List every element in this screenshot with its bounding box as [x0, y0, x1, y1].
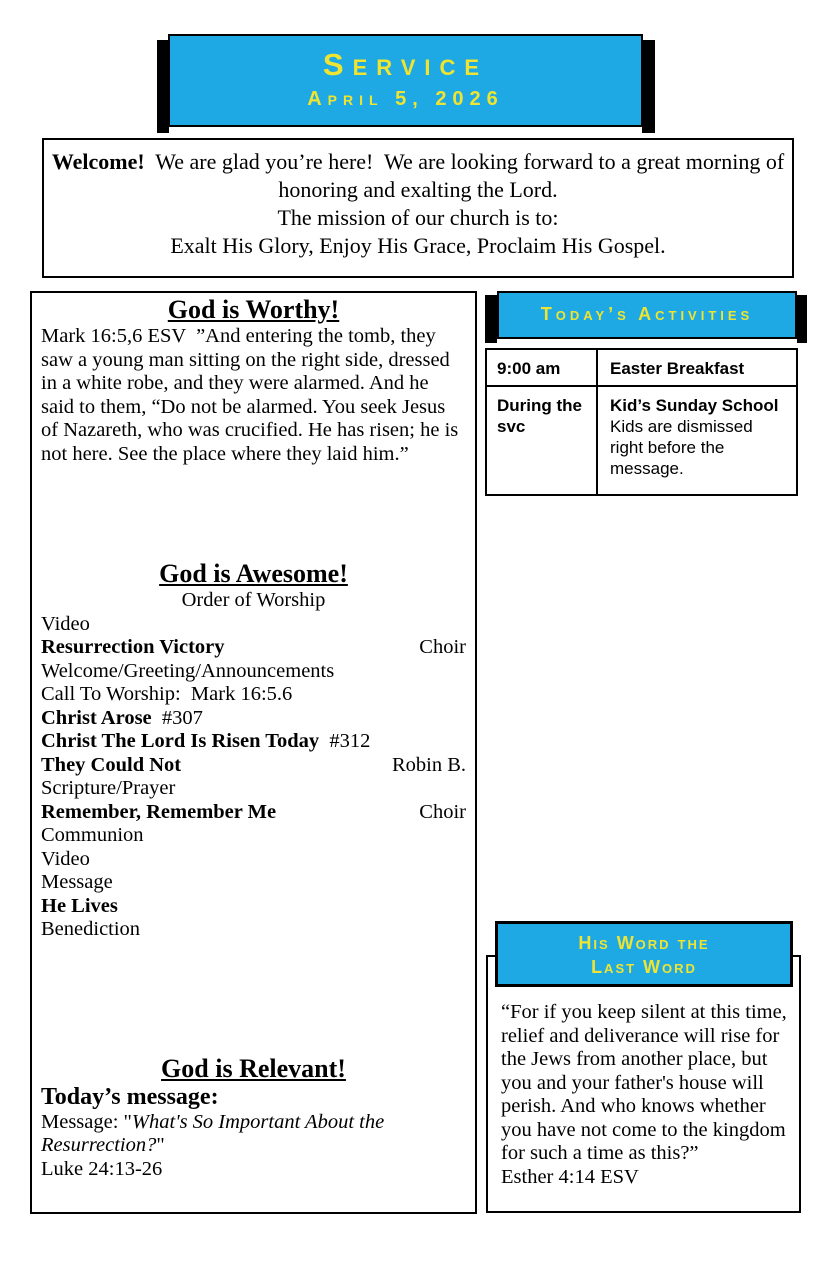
message-prefix: Message: "	[41, 1110, 132, 1133]
activity-detail: Kids are dismissed right before the message.	[610, 417, 753, 478]
worship-item-title: Communion	[41, 824, 144, 846]
heading-god-is-worthy: God is Worthy!	[167, 295, 340, 324]
worship-item	[41, 918, 466, 942]
order-of-worship-list	[41, 613, 466, 942]
worship-item	[41, 777, 466, 801]
banner-shadow-bar-right	[642, 40, 655, 133]
heading-god-is-relevant: God is Relevant!	[161, 1053, 346, 1083]
worship-item-hymn-number: #307	[151, 706, 203, 729]
worship-item	[41, 871, 466, 895]
order-of-worship-subheading: Order of Worship	[181, 589, 326, 611]
worship-item-title: Message	[41, 871, 113, 893]
heading-god-is-awesome: God is Awesome!	[159, 559, 348, 588]
todays-message-label: Today’s message:	[41, 1083, 219, 1110]
activities-row	[487, 350, 796, 385]
worship-item	[41, 801, 466, 825]
motto-line: Exalt His Glory, Enjoy His Grace, Proclaim His Gospel.	[170, 233, 666, 258]
worship-item	[41, 613, 466, 637]
worship-item-title: Video	[41, 612, 90, 635]
activities-shadow-bar-right	[797, 295, 807, 343]
mission-line: The mission of our church is to:	[277, 205, 559, 230]
worship-item-title: Welcome/Greeting/Announcements	[41, 659, 335, 682]
scripture-mark: Mark 16:5,6 ESV ”And entering the tomb, they saw a young man sitting on the right side, dressed in a white robe, and they were alarmed. And he said to them, “Do not be alarmed. You seek Jesus of Nazareth, who was crucified. He has risen; he is not here. See the place where they laid him.”	[41, 325, 464, 465]
activities-shadow-bar-left	[485, 295, 497, 343]
last-word-header	[495, 921, 793, 987]
welcome-box	[42, 138, 794, 278]
welcome-lead: Welcome!	[51, 149, 145, 174]
worship-item	[41, 636, 466, 660]
banner-title: Service	[322, 47, 489, 82]
worship-item	[41, 754, 466, 778]
activities-header-label: Today’s Activities	[540, 304, 754, 324]
worship-item-title: Christ The Lord Is Risen Today	[41, 730, 320, 752]
worship-item-title: Scripture/Prayer	[41, 777, 176, 799]
worship-item	[41, 848, 466, 872]
worship-item-title: He Lives	[41, 894, 118, 917]
activity-time: 9:00 am	[487, 350, 598, 385]
activity-time: During the svc	[487, 387, 598, 494]
activities-header	[497, 291, 797, 339]
activities-row	[487, 385, 796, 494]
worship-item-title: Resurrection Victory	[41, 636, 225, 658]
last-word-reference: Esther 4:14 ESV	[501, 1165, 639, 1188]
worship-item-title: Christ Arose	[41, 706, 152, 729]
welcome-paragraph	[44, 148, 792, 204]
worship-item	[41, 707, 466, 731]
worship-item-title: Video	[41, 847, 90, 870]
message-title: What's So Important About the Resurrection?	[41, 1110, 390, 1156]
worship-item-performer: Choir	[419, 800, 466, 823]
last-word-box	[486, 955, 801, 1213]
service-banner	[168, 34, 643, 127]
worship-item-performer: Robin B.	[391, 753, 466, 776]
worship-item	[41, 683, 466, 707]
worship-item-title: Remember, Remember Me	[41, 800, 277, 823]
last-word-header-line1: His Word the	[578, 933, 710, 953]
worship-item-title: Benediction	[41, 918, 141, 940]
worship-item	[41, 660, 466, 684]
worship-item-title: Call To Worship: Mark 16:5.6	[41, 683, 293, 705]
worship-item-title: They Could Not	[41, 753, 182, 776]
activity-name: Easter Breakfast	[610, 359, 745, 378]
worship-item	[41, 824, 466, 848]
message-title-line	[41, 1111, 466, 1158]
message-reference: Luke 24:13-26	[41, 1157, 163, 1180]
activity-description	[598, 350, 796, 385]
activity-name: Kid’s Sunday School	[610, 396, 779, 415]
worship-item-hymn-number: #312	[319, 730, 371, 752]
activity-description	[598, 387, 796, 494]
activities-table	[485, 348, 798, 496]
welcome-body: We are glad you’re here! We are looking forward to a great morning of honoring and exalting the Lord.	[144, 149, 790, 202]
message-suffix: "	[156, 1134, 165, 1156]
last-word-header-line2: Last Word	[591, 957, 697, 977]
left-column-box	[30, 291, 477, 1214]
last-word-quote: “For if you keep silent at this time, relief and deliverance will rise for the Jews from another place, but you and your father's house will perish. And who knows whether you have not come to the kingdom for such a time as this?”	[501, 1001, 792, 1164]
worship-item-performer: Choir	[419, 636, 466, 658]
worship-item	[41, 730, 466, 754]
banner-date: April 5, 2026	[307, 88, 504, 110]
worship-item	[41, 895, 466, 919]
